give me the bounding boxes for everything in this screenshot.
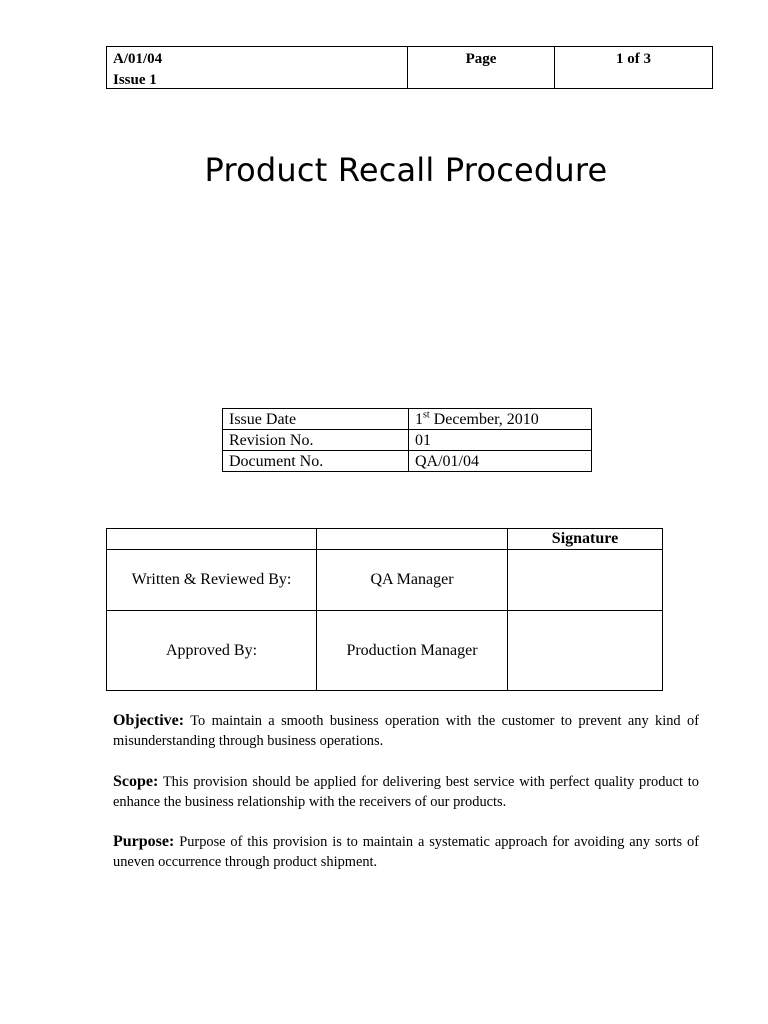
document-number-label: Document No.: [223, 451, 409, 472]
purpose-label: Purpose:: [113, 833, 175, 850]
empty-header-cell: [107, 529, 317, 550]
header-doc-code: A/01/04: [113, 51, 163, 67]
table-row: [107, 550, 663, 611]
issue-date-value: [409, 409, 592, 430]
approved-by-role: Production Manager: [317, 611, 508, 691]
signature-cell: [508, 611, 663, 691]
purpose-text: Purpose of this provision is to maintain a systematic approach for avoiding any sorts of uneven occurrence through product shipment.: [113, 834, 699, 870]
approval-table: [106, 528, 663, 691]
header-issue: Issue 1: [113, 72, 157, 88]
approved-by-label: Approved By:: [107, 611, 317, 691]
scope-paragraph: [113, 772, 699, 812]
table-row: [223, 409, 592, 430]
written-reviewed-label: Written & Reviewed By:: [107, 550, 317, 611]
document-info-table: [222, 408, 592, 472]
issue-date-day: 1: [415, 410, 423, 428]
objective-paragraph: [113, 711, 699, 751]
scope-text: This provision should be applied for delivering best service with perfect quality product to enhance the business relationship with the receivers of our products.: [113, 774, 699, 810]
header-page-value: 1 of 3: [554, 47, 712, 88]
issue-date-label: Issue Date: [223, 409, 409, 430]
document-number-value: QA/01/04: [409, 451, 592, 472]
signature-header: Signature: [508, 529, 663, 550]
scope-label: Scope:: [113, 773, 159, 790]
table-row: [107, 529, 663, 550]
header-page-label: Page: [407, 47, 554, 88]
header-table: [106, 46, 713, 89]
table-row: [223, 430, 592, 451]
issue-date-suffix: st: [423, 409, 430, 421]
empty-header-cell: [317, 529, 508, 550]
purpose-paragraph: [113, 832, 699, 872]
signature-cell: [508, 550, 663, 611]
header-doc-cell: [107, 47, 407, 88]
table-row: [223, 451, 592, 472]
revision-label: Revision No.: [223, 430, 409, 451]
objective-text: To maintain a smooth business operation with the customer to prevent any kind of misunderstanding through business operations.: [113, 713, 699, 749]
issue-date-rest: December, 2010: [429, 410, 539, 428]
written-reviewed-role: QA Manager: [317, 550, 508, 611]
table-row: [107, 611, 663, 691]
objective-label: Objective:: [113, 712, 185, 729]
revision-value: 01: [409, 430, 592, 451]
document-title: Product Recall Procedure: [204, 151, 608, 189]
